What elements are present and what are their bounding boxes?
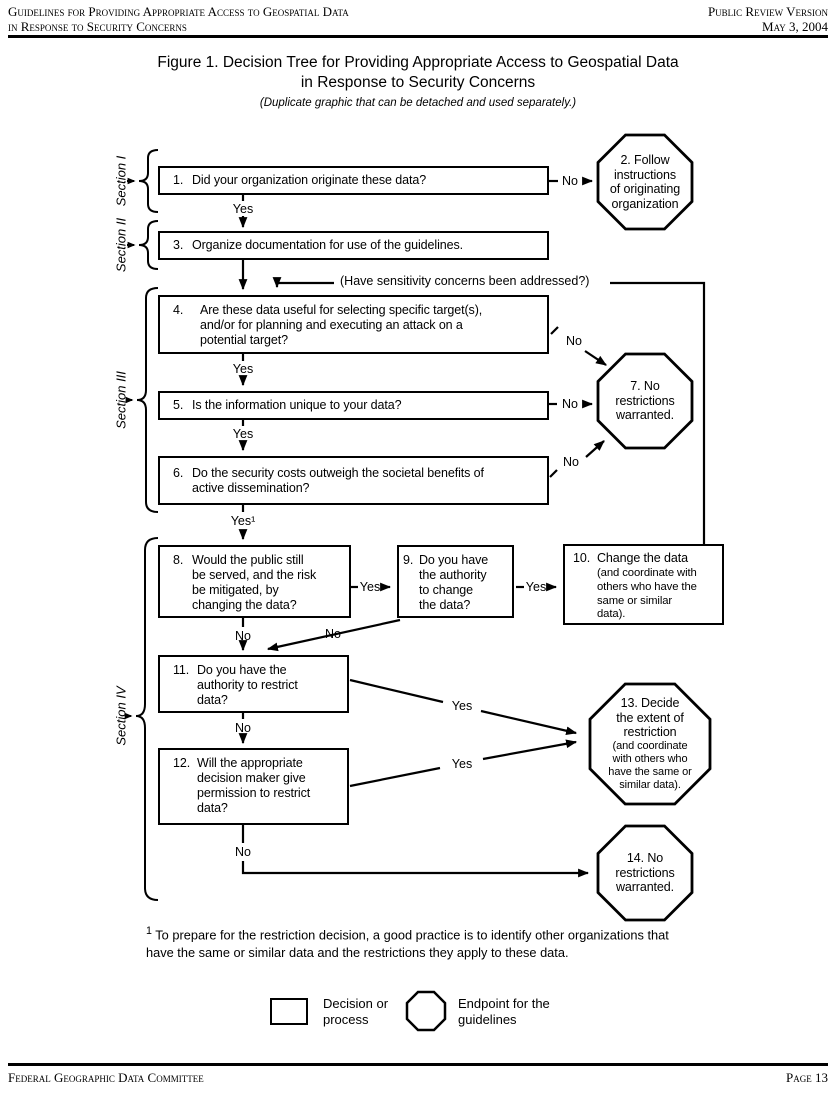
figure-title-line2: in Response to Security Concerns xyxy=(300,74,536,92)
header-doc-title-line2: in Response to Security Concerns xyxy=(8,18,187,34)
page-footer xyxy=(8,1070,828,1086)
octagon-13-subtext: (and coordinate with others who have the same or similar data). xyxy=(608,739,692,791)
label-box11-yes: Yes xyxy=(451,699,473,713)
label-box4-no: No xyxy=(566,334,582,348)
header-doc-title-line1: Guidelines for Providing Appropriate Access to Geospatial Data xyxy=(8,4,349,19)
footnote-text: To prepare for the restriction decision, a good practice is to identify other organizations that have the same or similar data and the restrictions they apply to these data. xyxy=(146,927,669,960)
label-box12-no: No xyxy=(235,845,251,859)
box-12-decision-maker-permission-question xyxy=(158,748,349,825)
footer-org: Federal Geographic Data Committee xyxy=(8,1070,204,1085)
octagon-2-follow-instructions: 2. Follow instructions of originating organization xyxy=(609,153,681,211)
box-12-text: Will the appropriate decision maker give permission to restrict data? xyxy=(197,756,311,815)
box-1-originate-question xyxy=(158,166,549,195)
label-box9-no: No xyxy=(325,627,341,641)
box-5-number: 5. xyxy=(173,398,184,412)
box-11-authority-to-restrict-question xyxy=(158,655,349,713)
box-12-number: 12. xyxy=(173,756,191,770)
box-1-number: 1. xyxy=(173,173,184,187)
octagon-7-no-restrictions: 7. No restrictions warranted. xyxy=(615,379,675,423)
box-9-text: Do you have the authority to change the data? xyxy=(419,553,489,612)
label-box5-no: No xyxy=(562,397,578,411)
label-box5-yes: Yes xyxy=(232,427,254,441)
label-box6-yes: Yes¹ xyxy=(230,514,256,528)
section-label-4: Section IV xyxy=(113,686,129,746)
figure-subtitle: (Duplicate graphic that can be detached and used separately.) xyxy=(259,96,577,109)
section-2-brace xyxy=(139,221,158,269)
section-label-2: Section II xyxy=(113,217,129,273)
figure-title-line1: Figure 1. Decision Tree for Providing Appropriate Access to Geospatial Data xyxy=(157,54,679,71)
section-1-brace xyxy=(139,150,158,212)
section-label-1: Section I xyxy=(113,155,129,207)
legend-octagon-shape xyxy=(407,992,445,1030)
label-box8-no: No xyxy=(235,629,251,643)
box-11-text: Do you have the authority to restrict data? xyxy=(197,663,298,707)
box-5-uniqueness-question xyxy=(158,391,549,420)
legend-endpoint-label: Endpoint for the guidelines xyxy=(458,996,550,1028)
box-3-text: Organize documentation for use of the guidelines. xyxy=(192,238,463,252)
label-box1-no: No xyxy=(562,174,578,188)
box-9-number: 9. xyxy=(403,553,414,567)
label-box4-yes: Yes xyxy=(232,362,254,376)
box-10-subtext: (and coordinate with others who have the same or similar data). xyxy=(597,567,697,621)
section-4-brace xyxy=(136,538,158,900)
legend-decision-label: Decision or process xyxy=(323,996,389,1028)
section-label-3: Section III xyxy=(113,371,129,429)
octagon-13-decide-extent xyxy=(590,684,710,804)
box-6-text: Do the security costs outweigh the societal benefits of active dissemination? xyxy=(192,466,484,495)
box-3-organize-documentation xyxy=(158,231,549,260)
box-3-number: 3. xyxy=(173,238,184,252)
box-10-change-the-data xyxy=(563,544,724,625)
box-1-text: Did your organization originate these data? xyxy=(192,173,427,187)
box-11-number: 11. xyxy=(173,663,190,677)
feedback-loop-label: (Have sensitivity concerns been addressed?) xyxy=(336,274,593,288)
box-5-text: Is the information unique to your data? xyxy=(192,398,402,412)
box-10-text: Change the data xyxy=(597,551,688,565)
footnote-superscript: 1 xyxy=(146,925,152,937)
box-8-number: 8. xyxy=(173,553,184,567)
box-9-authority-to-change-question xyxy=(397,545,514,618)
label-box8-yes: Yes xyxy=(359,580,381,594)
box-10-title-row xyxy=(573,551,718,566)
header-version: Public Review Version xyxy=(707,4,828,19)
footnote xyxy=(146,924,716,962)
box-6-number: 6. xyxy=(173,466,184,480)
box-8-text: Would the public still be served, and the risk be mitigated, by changing the data? xyxy=(192,553,317,612)
legend-decision-shape xyxy=(270,998,308,1025)
label-box12-yes: Yes xyxy=(451,757,473,771)
octagon-13-main-text: 13. Decide the extent of restriction xyxy=(616,696,684,740)
box-10-number: 10. xyxy=(573,551,591,565)
box-4-text: Are these data useful for selecting specific target(s), and/or for planning and executing an attack on a potential target? xyxy=(200,303,483,347)
label-box9-yes: Yes xyxy=(525,580,547,594)
box-8-public-served-question xyxy=(158,545,351,618)
header-date: May 3, 2004 xyxy=(762,18,828,34)
octagon-14-no-restrictions: 14. No restrictions warranted. xyxy=(615,851,675,895)
box-4-number: 4. xyxy=(173,303,184,317)
section-3-brace xyxy=(137,288,158,512)
label-box1-yes: Yes xyxy=(232,202,254,216)
box-4-target-usefulness-question xyxy=(158,295,549,354)
box-6-security-cost-question xyxy=(158,456,549,505)
label-box11-no: No xyxy=(235,721,251,735)
label-box6-no: No xyxy=(563,455,579,469)
section-braces xyxy=(126,150,158,900)
footer-page-number: Page 13 xyxy=(786,1070,828,1085)
footer-rule xyxy=(8,1063,828,1066)
